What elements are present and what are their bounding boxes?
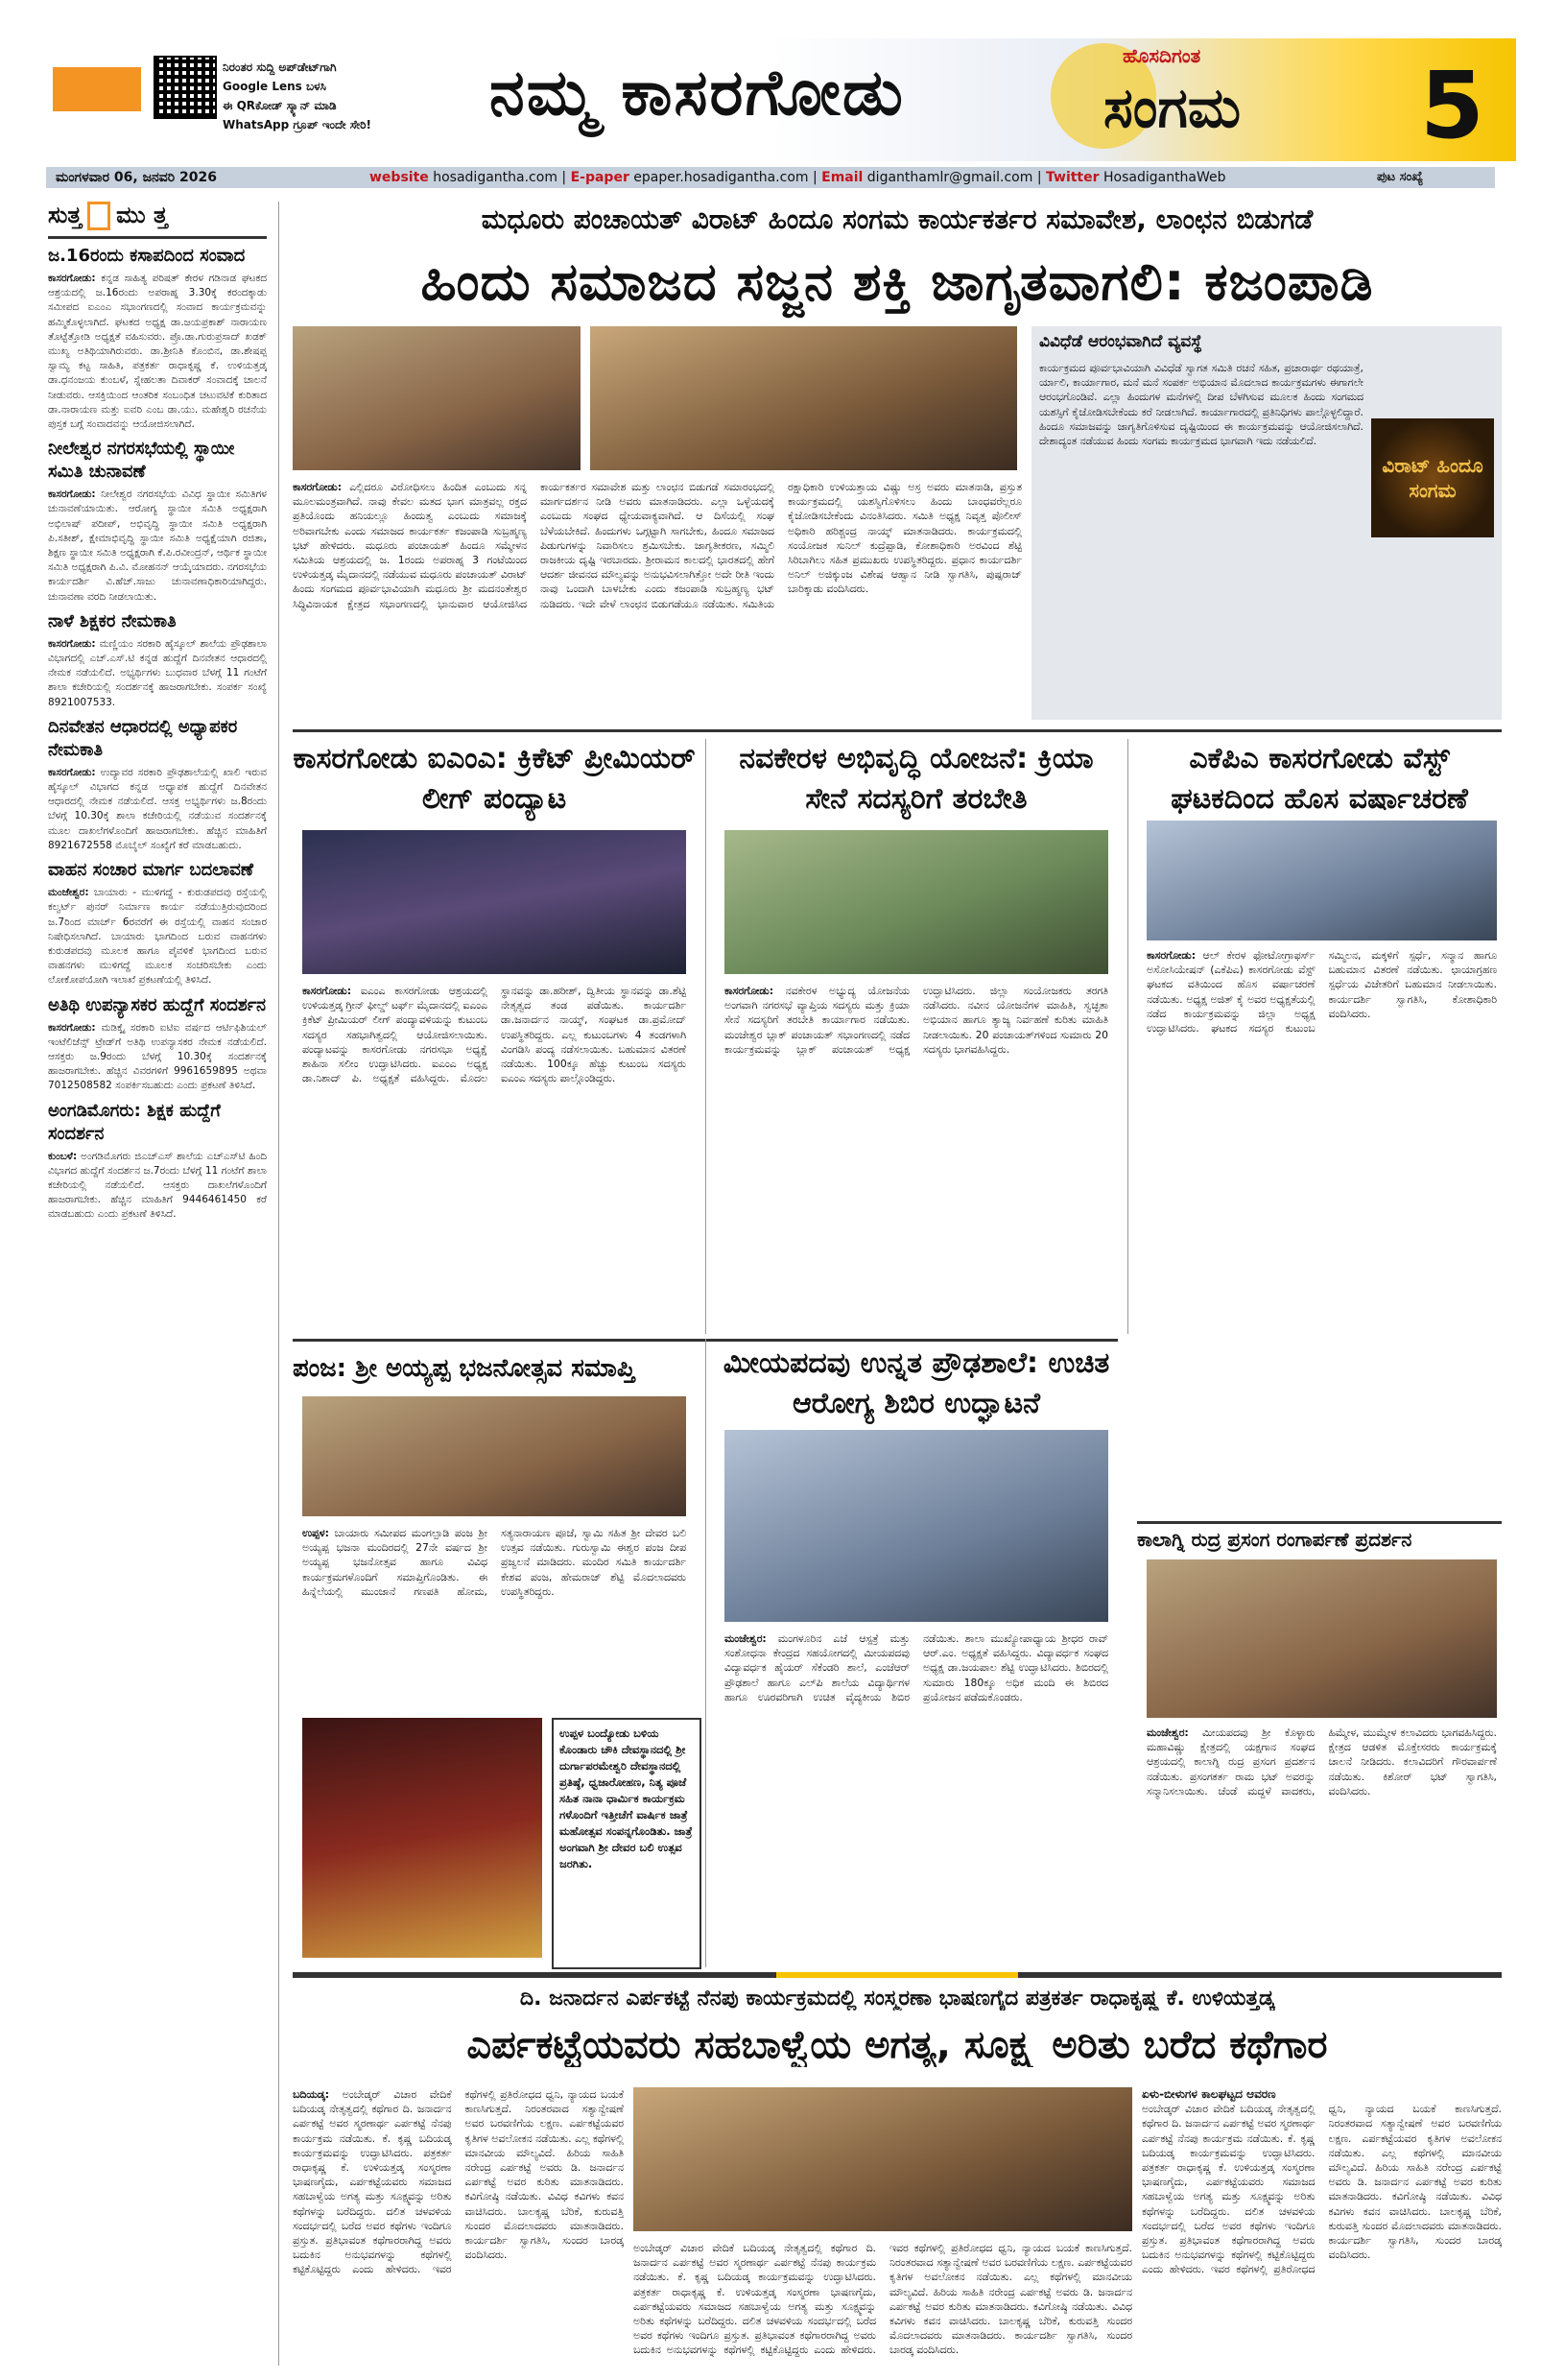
news-brief (48, 716, 267, 853)
lead-body-text (293, 480, 1022, 718)
story-body (302, 984, 686, 1329)
section-title (48, 202, 267, 239)
story-title: ಪಂಜ: ಶ್ರೀ ಅಯ್ಯಪ್ಪ ಭಜನೋತ್ಸವ ಸಮಾಪ್ತಿ (293, 1354, 635, 1383)
bottom-body-text (1142, 2102, 1502, 2361)
section-rule (293, 729, 1502, 732)
paper-name: ಹೊಸದಿಗಂತ (1123, 44, 1201, 67)
sidebox-body (1039, 361, 1494, 712)
bottom-headline: ಎರ್ಪಕಟ್ಟೆಯವರು ಸಹಬಾಳ್ವೆಯ ಅಗತ್ಯ, ಸೂಕ್ಷ್ಮ ಅರಿತು ಬರೆದ ಕಥೆಗಾರ (466, 2023, 1328, 2067)
section-title-part: ಮು ತ್ತ (116, 202, 168, 228)
epaper-link[interactable]: epaper.hosadigantha.com (633, 170, 809, 185)
dateline: ಕಾಸರಗೋಡು: (1147, 949, 1197, 962)
photo-caption: ಉಪ್ಪಳ ಬಂದ್ಯೋಡು ಬಳಿಯ ಕೊಂಡಾರು ಚೌಕಿ ದೇವಸ್ಥಾನದಲ್ಲಿ ಶ್ರೀ ದುರ್ಗಾಪರಮೇಶ್ವರಿ ದೇವಸ್ಥಾನದಲ್ಲಿ ಪ್ರತಿಷ್ಠೆ, ಧ್ವಜಾರೋಹಣ, ನಿತ್ಯ ಪೂಜೆ ಸಹಿತ ನಾನಾ ಧಾರ್ಮಿಕ ಕಾರ್ಯಕ್ರಮ ಗಳೊಂದಿಗೆ ಇತ್ತೀಚೆಗೆ ವಾರ್ಷಿಕ ಜಾತ್ರೆ ಮಹೋತ್ಸವ ಸಂಪನ್ನಗೊಂಡಿತು. ಜಾತ್ರೆ ಅಂಗವಾಗಿ ಶ್ರೀ ದೇವರ ಬಲಿ ಉತ್ಸವ ಜರಗಿತು. (552, 1718, 701, 1969)
section-title-part: ತ್ತ (67, 202, 83, 228)
page-tag: ಪುಟ ಸಂಖ್ಯೆ (1377, 170, 1424, 184)
yakshagana-photo (1147, 1559, 1497, 1718)
qr-line: ಈ QRಕೋಡ್ ಸ್ಕ್ಯಾನ್ ಮಾಡಿ (223, 99, 337, 112)
dateline: ಉಪ್ಪಳ: (302, 1527, 329, 1539)
lead-photo-group (590, 326, 1017, 470)
memorial-photo (633, 2087, 1132, 2231)
brief-body (48, 1150, 267, 1223)
brief-body (48, 1021, 267, 1094)
news-brief (48, 859, 267, 988)
column-divider (1127, 739, 1128, 1334)
qr-instructions (223, 58, 482, 134)
story-title: ಎಕೆಪಿಎ ಕಾಸರಗೋಡು ವೆಸ್ಟ್ ಘಟಕದಿಂದ ಹೊಸ ವರ್ಷಾಚರಣೆ (1171, 742, 1468, 816)
edition-name: ನಮ್ಮ ಕಾಸರಗೋಡು (489, 56, 905, 130)
story-text: ನವಕೇರಳ ಅಭ್ಯುದ್ಯ ಯೋಜನೆಯ ಅಂಗವಾಗಿ ನಗರಸಭೆ ವ್ಯಾಪ್ತಿಯ ಸದಸ್ಯರು ಮತ್ತು ಕ್ರಿಯಾ ಸೇನೆ ಸದಸ್ಯರಿಗೆ ತರಬೇತಿ ಕಾರ್ಯಾಗಾರ ನಡೆಯಿತು. ಮಂಜೇಶ್ವರ ಬ್ಲಾಕ್ ಪಂಚಾಯತ್ ಸಭಾಂಗಣದಲ್ಲಿ ನಡೆದ ಕಾರ್ಯಕ್ರಮವನ್ನು ಬ್ಲಾಕ್ ಪಂಚಾಯತ್ ಅಧ್ಯಕ್ಷ ಉದ್ಘಾಟಿಸಿದರು. ಜಿಲ್ಲಾ ಸಂಯೋಜಕರು ತರಗತಿ ನಡೆಸಿದರು. ನವೀನ ಯೋಜನೆಗಳ ಮಾಹಿತಿ, ಸ್ವಚ್ಛತಾ ಅಭಿಯಾನ ಹಾಗೂ ತ್ಯಾಜ್ಯ ನಿರ್ವಹಣೆ ಕುರಿತು ಮಾಹಿತಿ ನೀಡಲಾಯಿತು. 20 ಪಂಚಾಯತ್‌ಗಳಿಂದ ಸುಮಾರು 20 ಸದಸ್ಯರು ಭಾಗವಹಿಸಿದ್ದರು. (724, 985, 1108, 1056)
brief-title: ಜ.16ರಂದು ಕಸಾಪದಿಂದ ಸಂವಾದ (48, 246, 246, 266)
brief-body (48, 488, 267, 605)
brief-title: ದಿನವೇತನ ಆಧಾರದಲ್ಲಿ ಅಧ್ಯಾಪಕರ ನೇಮಕಾತಿ (48, 716, 238, 760)
cricket-photo (302, 830, 686, 974)
health-camp-photo (724, 1430, 1108, 1622)
brief-body (48, 637, 267, 710)
dateline: ಕಾಸರಗೋಡು: (48, 273, 96, 284)
brief-text: ಕನ್ನಡ ಸಾಹಿತ್ಯ ಪರಿಷತ್ ಕೇರಳ ಗಡಿನಾಡ ಘಟಕದ ಆಶ್ರಯದಲ್ಲಿ ಜ.16ರಂದು ಅಪರಾಹ್ನ 3.30ಕ್ಕೆ ಕರಂದಕ್ಕಾಡು ಸಮೀಪದ ಐಎಂಎ ಸಭಾಂಗಣದಲ್ಲಿ ಸಂವಾದ ಕಾರ್ಯಕ್ರಮವನ್ನು ಹಮ್ಮಿಕೊಳ್ಳಲಾಗಿದೆ. ಘಟಕದ ಅಧ್ಯಕ್ಷ ಡಾ.ಜಯಪ್ರಕಾಶ್ ನಾರಾಯಣ ತೊಟ್ಟೆತ್ತೋಡಿ ಅಧ್ಯಕ್ಷತೆ ವಹಿಸುವರು. ಪ್ರೊ.ಡಾ.ಗುರುಪ್ರಸಾದ್ ಖಡಕ್ ಮುಖ್ಯ ಅತಿಥಿಯಾಗಿರುವರು. ಡಾ.ಶ್ರೀನಿತಿ ಕೊಂಬಿನ, ಡಾ.ಶೇಷಪ್ಪ ಸ್ವಾಮ್ಯ ಕಟ್ಟ ಸಾಹಿತಿ, ಪತ್ರಕರ್ತ ರಾಧಾಕೃಷ್ಣ ಕೆ. ಉಳಿಯತ್ತಡ್ಕ ಡಾ.ಧನಂಜಯ ಕುಂಬಳೆ, ಸ್ನೇಹಲತಾ ದಿವಾಕರ್ ಸಂವಾದಕ್ಕೆ ಚಾಲನೆ ನೀಡುವರು. ಆಸಕ್ತಿಯಿಂದ ಆಂತರಿಕ ಸಂಬಂಧಿತ ಚಟುವಟಿಕೆ ಕುರಿತಾದ ಡಾ.ನಾರಾಯಣ ಮತ್ತು ಐವರಿ ಎಂಬ ಡಾ.ಯು. ಮಹೇಶ್ವರಿ ರಚನೆಯ ಪುಸ್ತಕ ಬಗ್ಗೆ ಸಂವಾದವನ್ನು ಆಯೋಜಿಸಲಾಗಿದೆ. (48, 273, 267, 431)
qr-code-icon[interactable] (154, 56, 217, 119)
story-body (1147, 1726, 1497, 1961)
bottom-body-mid (633, 2241, 1132, 2366)
story-body (724, 1631, 1108, 1958)
page-number: 5 (1420, 52, 1484, 159)
brief-body (48, 766, 267, 853)
sidebox-text: ಕಾರ್ಯಕ್ರಮದ ಪೂರ್ವಭಾವಿಯಾಗಿ ವಿವಿಧೆಡೆ ಸ್ವಾಗತ ಸಮಿತಿ ರಚನೆ ಸಹಿತ, ಪ್ರಚಾರಾರ್ಥ ರಥಯಾತ್ರೆ, ರ್ಯಾಲಿ, ಕಾರ್ಯಾಗಾರ, ಮನೆ ಮನೆ ಸಂಪರ್ಕ ಅಭಿಯಾನ ಮೊದಲಾದ ಕಾರ್ಯಕ್ರಮಗಳು ಈಗಾಗಲೇ ಆರಂಭಗೊಂಡಿವೆ. ಎಲ್ಲಾ ಹಿಂದುಗಳ ಮನೆಗಳಲ್ಲಿ ದೀಪ ಬೆಳಗಿಸುವ ಮೂಲಕ ಹಿಂದು ಸಂಗಮದ ಯಶಸ್ಸಿಗೆ ಕೈಜೋಡಿಸಬೇಕೆಂದು ಕರೆ ನೀಡಲಾಗಿದೆ. ಕಾರ್ಯಾಗಾರದಲ್ಲಿ ಪ್ರತಿನಿಧಿಗಳು ಪಾಲ್ಗೊಳ್ಳಲಿದ್ದಾರೆ. ಹಿಂದೂ ಸಮಾಜವನ್ನು ಜಾಗೃತಿಗೊಳಿಸುವ ದೃಷ್ಟಿಯಿಂದ ಈ ಕಾರ್ಯಕ್ರಮವನ್ನು ಆಯೋಜಿಸಲಾಗಿದೆ. ದೇಶಾದ್ಯಂತ ನಡೆಯುವ ಹಿಂದು ಸಂಗಮ ಕಾರ್ಯಕ್ರಮದ ಭಾಗವಾಗಿ ಇದು ನಡೆಯಲಿದೆ. (1039, 362, 1363, 448)
story-title: ನವಕೇರಳ ಅಭಿವೃದ್ಧಿ ಯೋಜನೆ: ಕ್ರಿಯಾ ಸೇನೆ ಸದಸ್ಯರಿಗೆ ತರಬೇತಿ (739, 742, 1094, 816)
door-icon (87, 202, 110, 230)
dateline: ಕಾಸರಗೋಡು: (48, 488, 96, 501)
story-text: ಐಎಂಎ ಕಾಸರಗೋಡು ಆಶ್ರಯದಲ್ಲಿ ಉಳಿಯತ್ತಡ್ಕ ಗ್ರೀನ್ ಫೀಲ್ಡ್ ಟರ್ಫ್ ಮೈದಾನದಲ್ಲಿ ಐಎಂಎ ಕ್ರಿಕೆಟ್ ಪ್ರೀಮಿಯರ್ ಲೀಗ್ ಪಂದ್ಯಾವಳಿಯನ್ನು ಕುಟುಂಬ ಸದಸ್ಯರ ಸಹಭಾಗಿತ್ವದಲ್ಲಿ ಆಯೋಜಿಸಲಾಯಿತು. ಪಂದ್ಯಾಟವನ್ನು ಕಾಸರಗೋಡು ನಗರಸಭಾ ಅಧ್ಯಕ್ಷೆ ಶಾಹಿನಾ ಸಲೀಂ ಉದ್ಘಾಟಿಸಿದರು. ಐಎಂಎ ಅಧ್ಯಕ್ಷ ಡಾ.ನಿಶಾದ್ ಪಿ. ಅಧ್ಯಕ್ಷತೆ ವಹಿಸಿದ್ದರು. ಮೊದಲ ಸ್ಥಾನವನ್ನು ಡಾ.ಹರೀಶ್, ದ್ವಿತೀಯ ಸ್ಥಾನವನ್ನು ಡಾ.ಶೆಟ್ಟಿ ನೇತೃತ್ವದ ತಂಡ ಪಡೆಯಿತು. ಕಾರ್ಯದರ್ಶಿ ಡಾ.ಜನಾರ್ದನ ನಾಯ್ಕ್, ಸಂಘಟಕ ಡಾ.ಪ್ರಮೋದ್ ಉಪಸ್ಥಿತರಿದ್ದರು. ಎಲ್ಲ ಕುಟುಂಬಗಳು 4 ತಂಡಗಳಾಗಿ ವಿಂಗಡಿಸಿ ಪಂದ್ಯ ನಡೆಸಲಾಯಿತು. ಬಹುಮಾನ ವಿತರಣೆ ನಡೆಯಿತು. 100ಕ್ಕೂ ಹೆಚ್ಚು ಕುಟುಂಬ ಸದಸ್ಯರು ಐಎಂಎ ಸದಸ್ಯರು ಪಾಲ್ಗೊಂಡಿದ್ದರು. (302, 985, 686, 1085)
brief-title: ವಾಹನ ಸಂಚಾರ ಮಾರ್ಗ ಬದಲಾವಣೆ (48, 860, 253, 881)
dateline: ಮಂಜೇಶ್ವರ: (48, 887, 89, 899)
left-news-column (48, 202, 267, 2366)
sidebox-title: ವಿವಿಧೆಡೆ ಆರಂಭವಾಗಿದೆ ವ್ಯವಸ್ಥೆ (1039, 332, 1202, 351)
story-text: ಬಾಯಾರು ಸಮೀಪದ ಮಂಗಲ್ಪಾಡಿ ಪಂಜ ಶ್ರೀ ಅಯ್ಯಪ್ಪ ಭಜನಾ ಮಂದಿರದಲ್ಲಿ 27ನೇ ವರ್ಷದ ಶ್ರೀ ಅಯ್ಯಪ್ಪ ಭಜನೋತ್ಸವ ಹಾಗೂ ವಿವಿಧ ಕಾರ್ಯಕ್ರಮಗಳೊಂದಿಗೆ ಸಮಾಪ್ತಿಗೊಂಡಿತು. ಈ ಹಿನ್ನೆಲೆಯಲ್ಲಿ ಮುಂಜಾನೆ ಗಣಪತಿ ಹೋಮ, ಸತ್ಯನಾರಾಯಣ ಪೂಜೆ, ಸ್ವಾಮಿ ಸಹಿತ ಶ್ರೀ ದೇವರ ಬಲಿ ಉತ್ಸವ ನಡೆಯಿತು. ಗುರುಸ್ವಾಮಿ ಈಶ್ವರ ಪಂಜ ದೀಪ ಪ್ರಜ್ವಲನೆ ಮಾಡಿದರು. ಮಂದಿರ ಸಮಿತಿ ಕಾರ್ಯದರ್ಶಿ ಕೇಶವ ಪಂಜ, ಹೇಮರಾಜ್ ಶೆಟ್ಟಿ ಮೊದಲಾದವರು ಉಪಸ್ಥಿತರಿದ್ದರು. (302, 1527, 686, 1598)
section-title-part: ಸು (48, 202, 68, 228)
story-title: ಮೀಯಪದವು ಉನ್ನತ ಪ್ರೌಢಶಾಲೆ: ಉಚಿತ ಆರೋಗ್ಯ ಶಿಬಿರ ಉದ್ಘಾಟನೆ (723, 1346, 1110, 1420)
lead-headline: ಹಿಂದು ಸಮಾಜದ ಸಜ್ಜನ ಶಕ್ತಿ ಜಾಗೃತವಾಗಲಿ: ಕಜಂಪಾಡಿ (420, 251, 1374, 312)
bottom-divider-bar (293, 1972, 1502, 1978)
column-divider (705, 1339, 706, 1967)
bottom-text: ಅಂಬೇಡ್ಕರ್ ವಿಚಾರ ವೇದಿಕೆ ಬದಿಯಡ್ಕ ನೇತೃತ್ವದಲ್ಲಿ ಕಥೆಗಾರ ದಿ. ಜನಾರ್ದನ ಎರ್ಪಕಟ್ಟೆ ಅವರ ಸ್ಮರಣಾರ್ಥ ಎರ್ಪಕಟ್ಟೆ ನೆನಪು ಕಾರ್ಯಕ್ರಮ ನಡೆಯಿತು. ಕೆ. ಕೃಷ್ಣ ಬದಿಯಡ್ಕ ಕಾರ್ಯಕ್ರಮವನ್ನು ಉದ್ಘಾಟಿಸಿದರು. ಪತ್ರಕರ್ತ ರಾಧಾಕೃಷ್ಣ ಕೆ. ಉಳಿಯತ್ತಡ್ಕ ಸಂಸ್ಮರಣಾ ಭಾಷಣಗೈದು, ಎರ್ಪಕಟ್ಟೆಯವರು ಸಮಾಜದ ಸಹಬಾಳ್ವೆಯ ಅಗತ್ಯ ಮತ್ತು ಸೂಕ್ಷ್ಮವನ್ನು ಅರಿತು ಕಥೆಗಳನ್ನು ಬರೆದಿದ್ದರು. ದಲಿತ ಚಳವಳಿಯ ಸಂದರ್ಭದಲ್ಲಿ ಬರೆದ ಅವರ ಕಥೆಗಳು ಇಂದಿಗೂ ಪ್ರಸ್ತುತ. ಪ್ರತಿಭಾವಂತ ಕಥೆಗಾರರಾಗಿದ್ದ ಅವರು ಬದುಕಿನ ಅನುಭವಗಳನ್ನು ಕಥೆಗಳಲ್ಲಿ ಕಟ್ಟಿಕೊಟ್ಟಿದ್ದರು ಎಂದು ಹೇಳಿದರು. ಇವರ ಕಥೆಗಳಲ್ಲಿ ಪ್ರತಿರೋಧದ ಧ್ವನಿ, ನ್ಯಾಯದ ಬಯಕೆ ಕಾಣಸಿಗುತ್ತದೆ. ನಿರಂತರವಾದ ಸತ್ಯಾನ್ವೇಷಣೆ ಅವರ ಬರವಣಿಗೆಯ ಲಕ್ಷಣ. ಎರ್ಪಕಟ್ಟೆಯವರ ಕೃತಿಗಳ ಅವಲೋಕನ ನಡೆಯಿತು. ಎಲ್ಲ ಕಥೆಗಳಲ್ಲಿ ಮಾನವೀಯ ಮೌಲ್ಯವಿದೆ. ಹಿರಿಯ ಸಾಹಿತಿ ನರೇಂದ್ರ ಎರ್ಪಕಟ್ಟೆ ಅವರು ಡಿ. ಜನಾರ್ದನ ಎರ್ಪಕಟ್ಟೆ ಅವರ ಕುರಿತು ಮಾತನಾಡಿದರು. ಕವಿಗೋಷ್ಠಿ ನಡೆಯಿತು. ವಿವಿಧ ಕವಿಗಳು ಕವನ ವಾಚಿಸಿದರು. ಬಾಲಕೃಷ್ಣ ಬೆರಿಕೆ, ಕುರುವತ್ತಿ ಸುಂದರ ಮೊದಲಾದವರು ಮಾತನಾಡಿದರು. ಕಾರ್ಯದರ್ಶಿ ಸ್ವಾಗತಿಸಿ, ಸುಂದರ ಬಾರಡ್ಕ ವಂದಿಸಿದರು. (293, 2088, 624, 2276)
festival-photo (302, 1718, 542, 1958)
hindu-sangama-logo (1371, 418, 1494, 537)
column-divider (705, 739, 706, 1334)
dateline: ಕುಂಬಳೆ: (48, 1150, 78, 1162)
brief-text: ಮಣ್ಣಿಯಂ ಸರಕಾರಿ ಹೈಸ್ಕೂಲ್ ಶಾಲೆಯ ಪ್ರೌಢಶಾಲಾ ವಿಭಾಗದಲ್ಲಿ ಎಚ್.ಎಸ್.ಟಿ ಕನ್ನಡ ಹುದ್ದೆಗೆ ದಿನವೇತನ ಆಧಾರದಲ್ಲಿ ನೇಮಕ ನಡೆಯಲಿದೆ. ಅಭ್ಯರ್ಥಿಗಳು ಬುಧವಾರ ಬೆಳಗ್ಗೆ 11 ಗಂಟೆಗೆ ಶಾಲಾ ಕಚೇರಿಯಲ್ಲಿ ಸಂದರ್ಶನಕ್ಕೆ ಹಾಜರಾಗಬೇಕು. ಸಂಪರ್ಕ ಸಂಖ್ಯೆ 8921007533. (48, 637, 267, 708)
website-link[interactable]: hosadigantha.com (433, 170, 557, 185)
dateline: ಕಾಸರಗೋಡು: (48, 637, 96, 650)
brief-title: ಅತಿಥಿ ಉಪನ್ಯಾಸಕರ ಹುದ್ದೆಗೆ ಸಂದರ್ಶನ (48, 994, 267, 1015)
lead-text: ಎಲ್ಲಿದರೂ ವಿರೋಧಿಸಲು ಹಿಂದಿತ ಎಂಬುದು ಸನ್ನ ಮೂಲಮಂತ್ರವಾಗಿದೆ. ನಾವು ಕೇವಲ ಮತದ ಭಾಗ ಮಾತ್ರವಲ್ಲ ರಕ್ತದ ಪ್ರತಿಯೊಂದು ಹನಿಯಲ್ಲೂ ಹಿಂದುತ್ವ ಎಂಬುದು ಸಮಾಜಕ್ಕೆ ಅರಿವಾಗಬೇಕು ಎಂದು ಸಮಾಜದ ಕಾರ್ಯಕರ್ತ ಕಜಂಪಾಡಿ ಸುಬ್ರಹ್ಮಣ್ಯ ಭಟ್ ಹೇಳಿದರು. ಮಧೂರು ಪಂಚಾಯತ್ ಹಿಂದೂ ಸಮ್ಮೇಳನ ಸಮಿತಿಯ ಆಶ್ರಯದಲ್ಲಿ ಜ. 1ರಂದು ಅಪರಾಹ್ನ 3 ಗಂಟೆಯಿಂದ ಉಳಿಯತ್ತಡ್ಕ ಮೈದಾನದಲ್ಲಿ ನಡೆಯುವ ಮಧೂರು ಪಂಚಾಯತ್ ವಿರಾಟ್ ಹಿಂದು ಸಂಗಮದ ಪೂರ್ವಭಾವಿಯಾಗಿ ಮಧೂರು ಶ್ರೀ ಮದನಂತೇಶ್ವರ ಸಿದ್ಧಿವಿನಾಯಕ ಕ್ಷೇತ್ರದ ಸಭಾಂಗಣದಲ್ಲಿ ಭಾನುವಾರ ಆಯೋಜಿಸಿದ ಕಾರ್ಯಕರ್ತರ ಸಮಾವೇಶ ಮತ್ತು ಲಾಂಛನ ಬಿಡುಗಡೆ ಸಮಾರಂಭದಲ್ಲಿ ಮಾರ್ಗದರ್ಶನ ನೀಡಿ ಅವರು ಮಾತನಾಡಿದರು. ಎಲ್ಲಾ ಒಳ್ಳೆಯದಕ್ಕೆ ಎಂಬುದು ಸಂಘದ ಧ್ಯೇಯವಾಕ್ಯವಾಗಿದೆ. ಆ ದಿಸೆಯಲ್ಲಿ ಸಂಘ ಬೆಳೆಯಬೇಕಿದೆ. ಹಿಂದುಗಳು ಒಗ್ಗಟ್ಟಾಗಿ ಸಾಗಬೇಕು, ಹಿಂದೂ ಸಮಾಜದ ಪಿಡುಗುಗಳನ್ನು ನಿವಾರಿಸಲು ಶ್ರಮಿಸಬೇಕು. ಜಾಗೃತೀಕರಣ, ಸಮ್ಮಿಲಿ ರಾಜಕೀಯ ದೃಷ್ಟಿ ಇರಬಾರದು. ಶ್ರೀರಾಮನ ಕಾಲದಲ್ಲಿ ಭಾರತದಲ್ಲಿ ಹೇಗೆ ಆದರ್ಶ ಜೀವನದ ಮೌಲ್ಯವನ್ನು ಅನುಭವಿಸಲಾಗಿತ್ತೋ ಅದೇ ರೀತಿ ಇಂದು ನಾವು ಒಂದಾಗಿ ಬಾಳಬೇಕು ಎಂದು ಕಜಂಪಾಡಿ ಸುಬ್ರಹ್ಮಣ್ಯ ಭಟ್ ನುಡಿದರು. ಇದೇ ವೇಳೆ ಲಾಂಛನ ಬಿಡುಗಡೆಯೂ ನಡೆಯಿತು. ಸಮಿತಿಯ ರಕ್ಷಾಧಿಕಾರಿ ಉಳಿಯತ್ತಾಯ ವಿಷ್ಣು ಅಸ್ರ ಅವರು ಮಾತನಾಡಿ, ಪ್ರಸ್ತುತ ಕಾರ್ಯಕ್ರಮದಲ್ಲಿ ಯಶಸ್ವಿಗೊಳಿಸಲು ಹಿಂದು ಬಾಂಧವರೆಲ್ಲರೂ ಕೈಜೋಡಿಸಬೇಕೆಂದು ವಿನಂತಿಸಿದರು. ಸಮಿತಿ ಅಧ್ಯಕ್ಷ ನಿವೃತ್ತ ಪೊಲೀಸ್ ಅಧಿಕಾರಿ ಹರಿಶ್ಚಂದ್ರ ನಾಯ್ಕ್ ಮಾತನಾಡಿದರು. ಕಾರ್ಯಕ್ರಮದಲ್ಲಿ ಸಂಯೋಜಕ ಸುನಿಲ್ ಕುದ್ರೆಪ್ಪಾಡಿ, ಕೋಶಾಧಿಕಾರಿ ಅರವಿಂದ ಶೆಟ್ಟಿ ಸಿರಿಬಾಗಿಲು ಸಹಿತ ಪ್ರಮುಖರು ಉಪಸ್ಥಿತರಿದ್ದರು. ಪ್ರಧಾನ ಕಾರ್ಯದರ್ಶಿ ಅನಿಲ್ ಅಜಿಕ್ಕುಂಜ ವಿಶೇಷ ಆಹ್ವಾನ ನೀಡಿ ಸ್ವಾಗತಿಸಿ, ಪುಷ್ಪರಾಜ್ ಬಾರಿಕ್ಕಾಡು ವಂದಿಸಿದರು. (293, 481, 1022, 610)
newyear-photo (1147, 821, 1497, 940)
brief-text: ಬಾಯಾರು - ಮುಳಿಗದ್ದೆ - ಕುರುಡಪದವು ರಸ್ತೆಯಲ್ಲಿ ಕಲ್ವರ್ಟ್ ಪುನರ್ ನಿರ್ಮಾಣ ಕಾರ್ಯ ನಡೆಯುತ್ತಿರುವುದರಿಂದ ಜ.7ರಿಂದ ಮಾರ್ಚ್ 6ರವರೆಗೆ ಈ ರಸ್ತೆಯಲ್ಲಿ ವಾಹನ ಸಂಚಾರ ನಿಷೇಧಿಸಲಾಗಿದೆ. ಬಾಯಾರು ಭಾಗದಿಂದ ಬರುವ ವಾಹನಗಳು ಕುರುಡಪದವು ಮೂಲಕ ಹಾಗೂ ಪೈವಳಿಕೆ ಭಾಗದಿಂದ ಬರುವ ವಾಹನಗಳು ಮುಳಿಗದ್ದೆ ಮೂಲಕ ಸಂಚರಿಸಬೇಕು ಎಂದು ಲೋಕೋಪಯೋಗಿ ಇಲಾಖೆ ಪ್ರಕಟಣೆಯಲ್ಲಿ ತಿಳಿಸಿದೆ. (48, 887, 267, 987)
story-body (724, 984, 1108, 1329)
link-label: E-paper (570, 170, 629, 185)
bottom-subhead: ಏಳು-ಬೀಳುಗಳ ಕಾಲಘಟ್ಟದ ಆವರಣ (1142, 2087, 1276, 2101)
bhajan-photo (302, 1396, 686, 1516)
news-brief (48, 994, 267, 1094)
story-text: ಮಂಗಳೂರಿನ ಎಜೆ ಆಸ್ಪತ್ರೆ ಮತ್ತು ಸಂಶೋಧನಾ ಕೇಂದ್ರದ ಸಹಯೋಗದಲ್ಲಿ ಮೀಯಪದವು ವಿದ್ಯಾವರ್ಧಕ ಹೈಯರ್ ಸೆಕೆಂಡರಿ ಶಾಲೆ, ಎಂಜೆಆರ್ ಪ್ರೌಢಶಾಲೆ ಹಾಗೂ ಎಲ್‌ಪಿ ಶಾಲೆಯ ವಿದ್ಯಾರ್ಥಿಗಳ ಹಾಗೂ ಊರವರಿಗಾಗಿ ಉಚಿತ ವೈದ್ಯಕೀಯ ಶಿಬಿರ ನಡೆಯಿತು. ಶಾಲಾ ಮುಖ್ಯೋಪಾಧ್ಯಾಯ ಶ್ರೀಧರ ರಾವ್ ಆರ್.ಎಂ. ಅಧ್ಯಕ್ಷತೆ ವಹಿಸಿದ್ದರು. ವಿದ್ಯಾವರ್ಧಕ ಸಂಘದ ಅಧ್ಯಕ್ಷ ಡಾ.ಜಯಪಾಲ ಶೆಟ್ಟಿ ಉದ್ಘಾಟಿಸಿದರು. ಶಿಬಿರದಲ್ಲಿ ಸುಮಾರು 180ಕ್ಕೂ ಅಧಿಕ ಮಂದಿ ಈ ಶಿಬಿರದ ಪ್ರಯೋಜನ ಪಡೆದುಕೊಂಡರು. (724, 1632, 1108, 1703)
brief-body (48, 272, 267, 432)
qr-line: Google Lens ಬಳಸಿ (223, 80, 327, 93)
dateline: ಮಂಜೇಶ್ವರ: (1147, 1726, 1189, 1739)
news-brief (48, 610, 267, 710)
story-body (302, 1526, 686, 1708)
story-title: ಕಾಸರಗೋಡು ಐಎಂಎ: ಕ್ರಿಕೆಟ್ ಪ್ರೀಮಿಯರ್ ಲೀಗ್ ಪಂದ್ಯಾಟ (293, 742, 696, 816)
link-label: Twitter (1046, 170, 1100, 185)
news-brief (48, 1100, 267, 1223)
column-divider (278, 202, 279, 2366)
news-brief (48, 438, 267, 605)
news-brief (48, 245, 267, 432)
brief-body (48, 886, 267, 988)
dateline: ಮಂಜೇಶ್ವರ: (724, 1632, 767, 1645)
lead-sidebox (1031, 326, 1502, 720)
bottom-body-left (293, 2087, 624, 2366)
link-label: Email (821, 170, 864, 185)
issue-date: ಮಂಗಳವಾರ 06, ಜನವರಿ 2026 (56, 170, 217, 185)
dateline: ಕಾಸರಗೋಡು: (302, 985, 352, 997)
bottom-body-right (1142, 2087, 1502, 2366)
lead-kicker: ಮಧೂರು ಪಂಚಾಯತ್ ವಿರಾಟ್ ಹಿಂದೂ ಸಂಗಮ ಕಾರ್ಯಕರ್ತರ ಸಮಾವೇಶ, ಲಾಂಛನ ಬಿಡುಗಡೆ (481, 203, 1314, 235)
brief-title: ನೀಲೇಶ್ವರ ನಗರಸಭೆಯಲ್ಲಿ ಸ್ಥಾಯೀ ಸಮಿತಿ ಚುನಾವಣೆ (48, 439, 235, 483)
story-title: ಕಾಲಾಗ್ನಿ ರುದ್ರ ಪ್ರಸಂಗ ರಂಗಾರ್ಪಣೆ ಪ್ರದರ್ಶನ (1137, 1528, 1412, 1551)
twitter-link[interactable]: HosadiganthaWeb (1102, 170, 1226, 185)
masthead-accent (53, 67, 141, 111)
dateline: ಬದಿಯಡ್ಕ: (293, 2088, 330, 2101)
brief-text: ನೀಲೇಶ್ವರ ನಗರಸಭೆಯ ವಿವಿಧ ಸ್ಥಾಯೀ ಸಮಿತಿಗಳ ಚುನಾವಣೆಯಾಯಿತು. ಆರೋಗ್ಯ ಸ್ಥಾಯೀ ಸಮಿತಿ ಅಧ್ಯಕ್ಷರಾಗಿ ಅಭಿಲಾಷ್ ಪದೀಪ್, ಅಭಿವೃದ್ಧಿ ಸ್ಥಾಯೀ ಸಮಿತಿ ಅಧ್ಯಕ್ಷರಾಗಿ ಪಿ.ಸತೀಶ್, ಕ್ಷೇಮಾಭಿವೃದ್ಧಿ ಸ್ಥಾಯೀ ಸಮಿತಿ ಅಧ್ಯಕ್ಷೆಯಾಗಿ ರಜಿತಾ, ಶಿಕ್ಷಣ ಸ್ಥಾಯೀ ಸಮಿತಿ ಅಧ್ಯಕ್ಷರಾಗಿ ಕೆ.ಪಿ.ರವೀಂದ್ರನ್, ಆರ್ಥಿಕ ಸ್ಥಾಯೀ ಸಮಿತಿ ಅಧ್ಯಕ್ಷರಾಗಿ ಪಿ.ವಿ. ಮೋಹನನ್ ಆಯ್ಕೆಯಾದರು. ನಗರಸಭೆಯ ಕಾರ್ಯದರ್ಶಿ ವಿ.ಹೆಚ್.ಸಾಜು ಚುನಾವಣಾಧಿಕಾರಿಯಾಗಿದ್ದರು. ಚುನಾವಣಾ ವರದಿ ನೀಡಲಾಯಿತು. (48, 488, 267, 603)
link-label: website (369, 170, 429, 185)
brief-text: ಉದ್ಯಾವರ ಸರಕಾರಿ ಪ್ರೌಢಶಾಲೆಯಲ್ಲಿ ಖಾಲಿ ಇರುವ ಹೈಸ್ಕೂಲ್ ವಿಭಾಗದ ಕನ್ನಡ ಅಧ್ಯಾಪಕ ಹುದ್ದೆಗೆ ದಿನವೇತನ ಆಧಾರದಲ್ಲಿ ನೇಮಕ ನಡೆಯಲಿದೆ. ಆಸಕ್ತ ಅಭ್ಯರ್ಥಿಗಳು ಜ.8ರಂದು ಬೆಳಗ್ಗೆ 10.30ಕ್ಕೆ ಶಾಲಾ ಕಚೇರಿಯಲ್ಲಿ ನಡೆಯುವ ಸಂದರ್ಶನಕ್ಕೆ ಮೂಲ ದಾಖಲೆಗಳೊಂದಿಗೆ ಹಾಜರಾಗಬೇಕು. ಹೆಚ್ಚಿನ ಮಾಹಿತಿಗೆ 8921672558 ಮೊಬೈಲ್ ಸಂಖ್ಯೆಗೆ ಕರೆ ಮಾಡಬಹುದು. (48, 766, 267, 851)
brief-text: ಅಂಗಡಿಮೊಗರು ಜಿಎಚ್‌ಎಸ್ ಶಾಲೆಯ ಎಚ್‌ಎಸ್‌ಟಿ ಹಿಂದಿ ವಿಭಾಗದ ಹುದ್ದೆಗೆ ಸಂದರ್ಶನ ಜ.7ರಂದು ಬೆಳಗ್ಗೆ 11 ಗಂಟೆಗೆ ಶಾಲಾ ಕಚೇರಿಯಲ್ಲಿ ನಡೆಯಲಿದೆ. ಆಸಕ್ತರು ದಾಖಲೆಗಳೊಂದಿಗೆ ಹಾಜರಾಗಬೇಕು. ಹೆಚ್ಚಿನ ಮಾಹಿತಿಗೆ 9446461450 ಕರೆ ಮಾಡಬಹುದು ಎಂದು ಪ್ರಕಟಣೆ ತಿಳಿಸಿದೆ. (48, 1150, 267, 1221)
bottom-text: ಅಂಬೇಡ್ಕರ್ ವಿಚಾರ ವೇದಿಕೆ ಬದಿಯಡ್ಕ ನೇತೃತ್ವದಲ್ಲಿ ಕಥೆಗಾರ ದಿ. ಜನಾರ್ದನ ಎರ್ಪಕಟ್ಟೆ ಅವರ ಸ್ಮರಣಾರ್ಥ ಎರ್ಪಕಟ್ಟೆ ನೆನಪು ಕಾರ್ಯಕ್ರಮ ನಡೆಯಿತು. ಕೆ. ಕೃಷ್ಣ ಬದಿಯಡ್ಕ ಕಾರ್ಯಕ್ರಮವನ್ನು ಉದ್ಘಾಟಿಸಿದರು. ಪತ್ರಕರ್ತ ರಾಧಾಕೃಷ್ಣ ಕೆ. ಉಳಿಯತ್ತಡ್ಕ ಸಂಸ್ಮರಣಾ ಭಾಷಣಗೈದು, ಎರ್ಪಕಟ್ಟೆಯವರು ಸಮಾಜದ ಸಹಬಾಳ್ವೆಯ ಅಗತ್ಯ ಮತ್ತು ಸೂಕ್ಷ್ಮವನ್ನು ಅರಿತು ಕಥೆಗಳನ್ನು ಬರೆದಿದ್ದರು. ದಲಿತ ಚಳವಳಿಯ ಸಂದರ್ಭದಲ್ಲಿ ಬರೆದ ಅವರ ಕಥೆಗಳು ಇಂದಿಗೂ ಪ್ರಸ್ತುತ. ಪ್ರತಿಭಾವಂತ ಕಥೆಗಾರರಾಗಿದ್ದ ಅವರು ಬದುಕಿನ ಅನುಭವಗಳನ್ನು ಕಥೆಗಳಲ್ಲಿ ಕಟ್ಟಿಕೊಟ್ಟಿದ್ದರು ಎಂದು ಹೇಳಿದರು. ಇವರ ಕಥೆಗಳಲ್ಲಿ ಪ್ರತಿರೋಧದ ಧ್ವನಿ, ನ್ಯಾಯದ ಬಯಕೆ ಕಾಣಸಿಗುತ್ತದೆ. ನಿರಂತರವಾದ ಸತ್ಯಾನ್ವೇಷಣೆ ಅವರ ಬರವಣಿಗೆಯ ಲಕ್ಷಣ. ಎರ್ಪಕಟ್ಟೆಯವರ ಕೃತಿಗಳ ಅವಲೋಕನ ನಡೆಯಿತು. ಎಲ್ಲ ಕಥೆಗಳಲ್ಲಿ ಮಾನವೀಯ ಮೌಲ್ಯವಿದೆ. ಹಿರಿಯ ಸಾಹಿತಿ ನರೇಂದ್ರ ಎರ್ಪಕಟ್ಟೆ ಅವರು ಡಿ. ಜನಾರ್ದನ ಎರ್ಪಕಟ್ಟೆ ಅವರ ಕುರಿತು ಮಾತನಾಡಿದರು. ಕವಿಗೋಷ್ಠಿ ನಡೆಯಿತು. ವಿವಿಧ ಕವಿಗಳು ಕವನ ವಾಚಿಸಿದರು. ಬಾಲಕೃಷ್ಣ ಬೆರಿಕೆ, ಕುರುವತ್ತಿ ಸುಂದರ ಮೊದಲಾದವರು ಮಾತನಾಡಿದರು. ಕಾರ್ಯದರ್ಶಿ ಸ್ವಾಗತಿಸಿ, ಸುಂದರ ಬಾರಡ್ಕ ವಂದಿಸಿದರು. (1142, 2103, 1502, 2276)
brief-title: ನಾಳೆ ಶಿಕ್ಷಕರ ನೇಮಕಾತಿ (48, 610, 177, 631)
qr-line: ನಿರಂತರ ಸುದ್ದಿ ಅಪ್‌ಡೇಟ್‌ಗಾಗಿ (223, 60, 337, 74)
story-text: ಮೀಯಪದವು ಶ್ರೀ ಕೊಳ್ಳಾರು ಮಹಾವಿಷ್ಣು ಕ್ಷೇತ್ರದಲ್ಲಿ ಯಕ್ಷಗಾನ ಸಂಘದ ಆಶ್ರಯದಲ್ಲಿ ಕಾಲಾಗ್ನಿ ರುದ್ರ ಪ್ರಸಂಗ ಪ್ರದರ್ಶನ ನಡೆಯಿತು. ಪ್ರಸಂಗಕರ್ತ ರಾಮ ಭಟ್ ಅವರನ್ನು ಸನ್ಮಾನಿಸಲಾಯಿತು. ಚೆಂಡೆ ಮದ್ದಳೆ ವಾದಕರು, ಹಿಮ್ಮೇಳ, ಮುಮ್ಮೇಳ ಕಲಾವಿದರು ಭಾಗವಹಿಸಿದ್ದರು. ಕ್ಷೇತ್ರದ ಆಡಳಿತ ಮೊಕ್ತೇಸರರು ಕಾರ್ಯಕ್ರಮಕ್ಕೆ ಚಾಲನೆ ನೀಡಿದರು. ಕಲಾವಿದರಿಗೆ ಗೌರವಾರ್ಪಣೆ ನಡೆಯಿತು. ಕಿಶೋರ್ ಭಟ್ ಸ್ವಾಗತಿಸಿ, ವಂದಿಸಿದರು. (1147, 1726, 1497, 1797)
story-body (1147, 948, 1497, 1514)
dateline: ಕಾಸರಗೋಡು: (724, 985, 774, 997)
logo-text: ವಿರಾಟ್ ಹಿಂದೂ ಸಂಗಮ (1382, 454, 1483, 502)
qr-line: WhatsApp ಗ್ರೂಪ್ ಇಂದೇ ಸೇರಿ! (223, 118, 371, 131)
training-photo (724, 830, 1108, 974)
bottom-kicker: ದಿ. ಜನಾರ್ದನ ಎರ್ಪಕಟ್ಟೆ ನೆನಪು ಕಾರ್ಯಕ್ರಮದಲ್ಲಿ ಸಂಸ್ಮರಣಾ ಭಾಷಣಗೈದ ಪತ್ರಕರ್ತ ರಾಧಾಕೃಷ್ಣ ಕೆ. ಉಳಿಯತ್ತಡ್ಕ (519, 1987, 1275, 2011)
supplement-name: ಸಂಗಮ (1103, 75, 1242, 140)
story-text: ಆಲ್ ಕೇರಳ ಫೋಟೋಗ್ರಾಫರ್ಸ್ ಅಸೋಸಿಯೇಷನ್ (ಎಕೆಪಿಎ) ಕಾಸರಗೋಡು ವೆಸ್ಟ್ ಘಟಕದ ವತಿಯಿಂದ ಹೊಸ ವರ್ಷಾಚರಣೆ ನಡೆಯಿತು. ಅಧ್ಯಕ್ಷ ಅಜಿತ್ ಕೈ ಅವರ ಅಧ್ಯಕ್ಷತೆಯಲ್ಲಿ ನಡೆದ ಕಾರ್ಯಕ್ರಮವನ್ನು ಜಿಲ್ಲಾ ಅಧ್ಯಕ್ಷ ಉದ್ಘಾಟಿಸಿದರು. ಘಟಕದ ಸದಸ್ಯರ ಕುಟುಂಬ ಸಮ್ಮಿಲನ, ಮಕ್ಕಳಿಗೆ ಸ್ಪರ್ಧೆ, ಸನ್ಮಾನ ಹಾಗೂ ಬಹುಮಾನ ವಿತರಣೆ ನಡೆಯಿತು. ಛಾಯಾಗ್ರಹಣ ಸ್ಪರ್ಧೆಯ ವಿಜೇತರಿಗೆ ಬಹುಮಾನ ನೀಡಲಾಯಿತು. ಕಾರ್ಯದರ್ಶಿ ಸ್ವಾಗತಿಸಿ, ಕೋಶಾಧಿಕಾರಿ ವಂದಿಸಿದರು. (1147, 949, 1497, 1035)
bottom-text: ಅಂಬೇಡ್ಕರ್ ವಿಚಾರ ವೇದಿಕೆ ಬದಿಯಡ್ಕ ನೇತೃತ್ವದಲ್ಲಿ ಕಥೆಗಾರ ದಿ. ಜನಾರ್ದನ ಎರ್ಪಕಟ್ಟೆ ಅವರ ಸ್ಮರಣಾರ್ಥ ಎರ್ಪಕಟ್ಟೆ ನೆನಪು ಕಾರ್ಯಕ್ರಮ ನಡೆಯಿತು. ಕೆ. ಕೃಷ್ಣ ಬದಿಯಡ್ಕ ಕಾರ್ಯಕ್ರಮವನ್ನು ಉದ್ಘಾಟಿಸಿದರು. ಪತ್ರಕರ್ತ ರಾಧಾಕೃಷ್ಣ ಕೆ. ಉಳಿಯತ್ತಡ್ಕ ಸಂಸ್ಮರಣಾ ಭಾಷಣಗೈದು, ಎರ್ಪಕಟ್ಟೆಯವರು ಸಮಾಜದ ಸಹಬಾಳ್ವೆಯ ಅಗತ್ಯ ಮತ್ತು ಸೂಕ್ಷ್ಮವನ್ನು ಅರಿತು ಕಥೆಗಳನ್ನು ಬರೆದಿದ್ದರು. ದಲಿತ ಚಳವಳಿಯ ಸಂದರ್ಭದಲ್ಲಿ ಬರೆದ ಅವರ ಕಥೆಗಳು ಇಂದಿಗೂ ಪ್ರಸ್ತುತ. ಪ್ರತಿಭಾವಂತ ಕಥೆಗಾರರಾಗಿದ್ದ ಅವರು ಬದುಕಿನ ಅನುಭವಗಳನ್ನು ಕಥೆಗಳಲ್ಲಿ ಕಟ್ಟಿಕೊಟ್ಟಿದ್ದರು ಎಂದು ಹೇಳಿದರು. ಇವರ ಕಥೆಗಳಲ್ಲಿ ಪ್ರತಿರೋಧದ ಧ್ವನಿ, ನ್ಯಾಯದ ಬಯಕೆ ಕಾಣಸಿಗುತ್ತದೆ. ನಿರಂತರವಾದ ಸತ್ಯಾನ್ವೇಷಣೆ ಅವರ ಬರವಣಿಗೆಯ ಲಕ್ಷಣ. ಎರ್ಪಕಟ್ಟೆಯವರ ಕೃತಿಗಳ ಅವಲೋಕನ ನಡೆಯಿತು. ಎಲ್ಲ ಕಥೆಗಳಲ್ಲಿ ಮಾನವೀಯ ಮೌಲ್ಯವಿದೆ. ಹಿರಿಯ ಸಾಹಿತಿ ನರೇಂದ್ರ ಎರ್ಪಕಟ್ಟೆ ಅವರು ಡಿ. ಜನಾರ್ದನ ಎರ್ಪಕಟ್ಟೆ ಅವರ ಕುರಿತು ಮಾತನಾಡಿದರು. ಕವಿಗೋಷ್ಠಿ ನಡೆಯಿತು. ವಿವಿಧ ಕವಿಗಳು ಕವನ ವಾಚಿಸಿದರು. ಬಾಲಕೃಷ್ಣ ಬೆರಿಕೆ, ಕುರುವತ್ತಿ ಸುಂದರ ಮೊದಲಾದವರು ಮಾತನಾಡಿದರು. ಕಾರ್ಯದರ್ಶಿ ಸ್ವಾಗತಿಸಿ, ಸುಂದರ ಬಾರಡ್ಕ ವಂದಿಸಿದರು. (633, 2242, 1132, 2357)
contact-links: website hosadigantha.com | E-paper epaper.hosadigantha.com | Email diganthamlr@gmail.com | Twitter HosadiganthaWeb (369, 170, 1226, 185)
dateline: ಕಾಸರಗೋಡು: (48, 1021, 96, 1034)
brief-title: ಅಂಗಡಿಮೊಗರು: ಶಿಕ್ಷಕ ಹುದ್ದೆಗೆ ಸಂದರ್ಶನ (48, 1100, 221, 1144)
dateline: ಕಾಸರಗೋಡು: (293, 481, 343, 493)
brief-text: ಮಡಿಕ್ಕೈ ಸರಕಾರಿ ಐಟಿಐ ವರ್ಷದ ಆರ್ಟಿಫಿಶಿಯಲ್ ಇಂಟೆಲಿಜೆನ್ಸ್ ಟ್ರೇಡ್‌ಗೆ ಅತಿಥಿ ಉಪನ್ಯಾಸಕರ ನೇಮಕ ನಡೆಯಲಿದೆ. ಆಸಕ್ತರು ಜ.9ರಂದು ಬೆಳಗ್ಗೆ 10.30ಕ್ಕೆ ಸಂದರ್ಶನಕ್ಕೆ ಹಾಜರಾಗಬೇಕು. ಹೆಚ್ಚಿನ ವಿವರಗಳಿಗೆ 9961659895 ಅಥವಾ 7012508582 ಸಂಪರ್ಕಿಸಬಹುದು ಎಂದು ಪ್ರಕಟಣೆ ತಿಳಿಸಿದೆ. (48, 1021, 267, 1092)
section-rule (1137, 1521, 1502, 1524)
email-link[interactable]: diganthamlr@gmail.com (866, 170, 1033, 185)
dateline: ಕಾಸರಗೋಡು: (48, 766, 96, 778)
